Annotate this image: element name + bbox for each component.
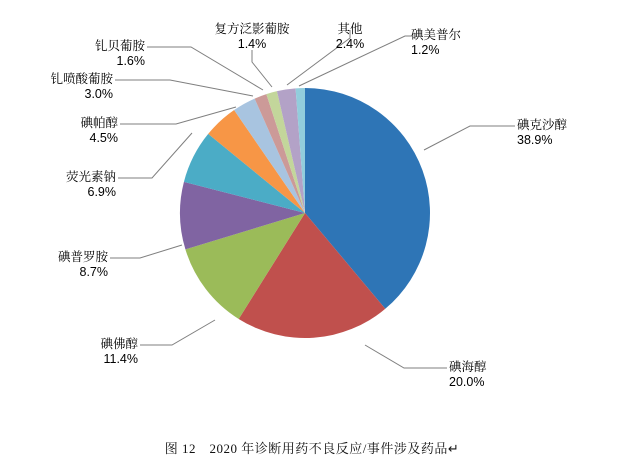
leader-line-2 xyxy=(140,320,215,345)
pie-label-value: 38.9% xyxy=(517,133,553,147)
leader-line-4 xyxy=(118,133,192,178)
pie-label-10 xyxy=(411,28,461,58)
pie-label-value: 6.9% xyxy=(87,185,116,199)
pie-label-name: 碘佛醇 xyxy=(100,337,138,351)
leader-line-8 xyxy=(252,50,272,87)
pie-label-6 xyxy=(0,72,113,102)
leader-line-3 xyxy=(110,245,182,258)
leader-line-5 xyxy=(120,107,236,124)
pie-label-1 xyxy=(449,360,487,390)
pie-label-name: 碘克沙醇 xyxy=(517,118,568,132)
leader-line-1 xyxy=(365,345,447,368)
pie-label-name: 碘海醇 xyxy=(449,360,487,374)
leader-line-carbon-0 xyxy=(424,126,515,150)
pie-label-value: 1.6% xyxy=(116,54,145,68)
pie-label-7 xyxy=(0,39,145,69)
pie-label-5 xyxy=(0,116,118,146)
pie-label-value: 8.7% xyxy=(79,265,108,279)
figure-caption: 图 12 2020 年诊断用药不良反应/事件涉及药品↵ xyxy=(164,441,460,456)
pie-label-name: 碘美普尔 xyxy=(411,28,462,42)
pie-label-name: 荧光素钠 xyxy=(65,170,116,184)
leader-line-7 xyxy=(147,47,263,90)
pie-label-name: 钆贝葡胺 xyxy=(94,39,145,53)
pie-label-9 xyxy=(316,22,384,52)
pie-label-value: 4.5% xyxy=(89,131,118,145)
pie-label-value: 3.0% xyxy=(84,87,113,101)
pie-label-8 xyxy=(176,22,328,52)
pie-slices xyxy=(180,88,430,338)
pie-label-0 xyxy=(517,118,567,148)
pie-label-value: 11.4% xyxy=(103,352,138,366)
pie-label-name: 钆喷酸葡胺 xyxy=(50,72,113,86)
pie-label-value: 1.2% xyxy=(411,43,440,57)
pie-label-value: 1.4% xyxy=(237,37,267,51)
pie-label-value: 20.0% xyxy=(449,375,485,389)
pie-label-name: 复方泛影葡胺 xyxy=(214,22,290,36)
pie-label-name: 碘普罗胺 xyxy=(57,250,108,264)
leader-line-6 xyxy=(115,80,253,96)
pie-label-2 xyxy=(0,337,138,367)
pie-label-name: 碘帕醇 xyxy=(80,116,118,130)
pie-label-name: 其他 xyxy=(337,22,363,36)
pie-label-value: 2.4% xyxy=(335,37,365,51)
pie-label-4 xyxy=(0,170,116,200)
pie-label-3 xyxy=(0,250,108,280)
